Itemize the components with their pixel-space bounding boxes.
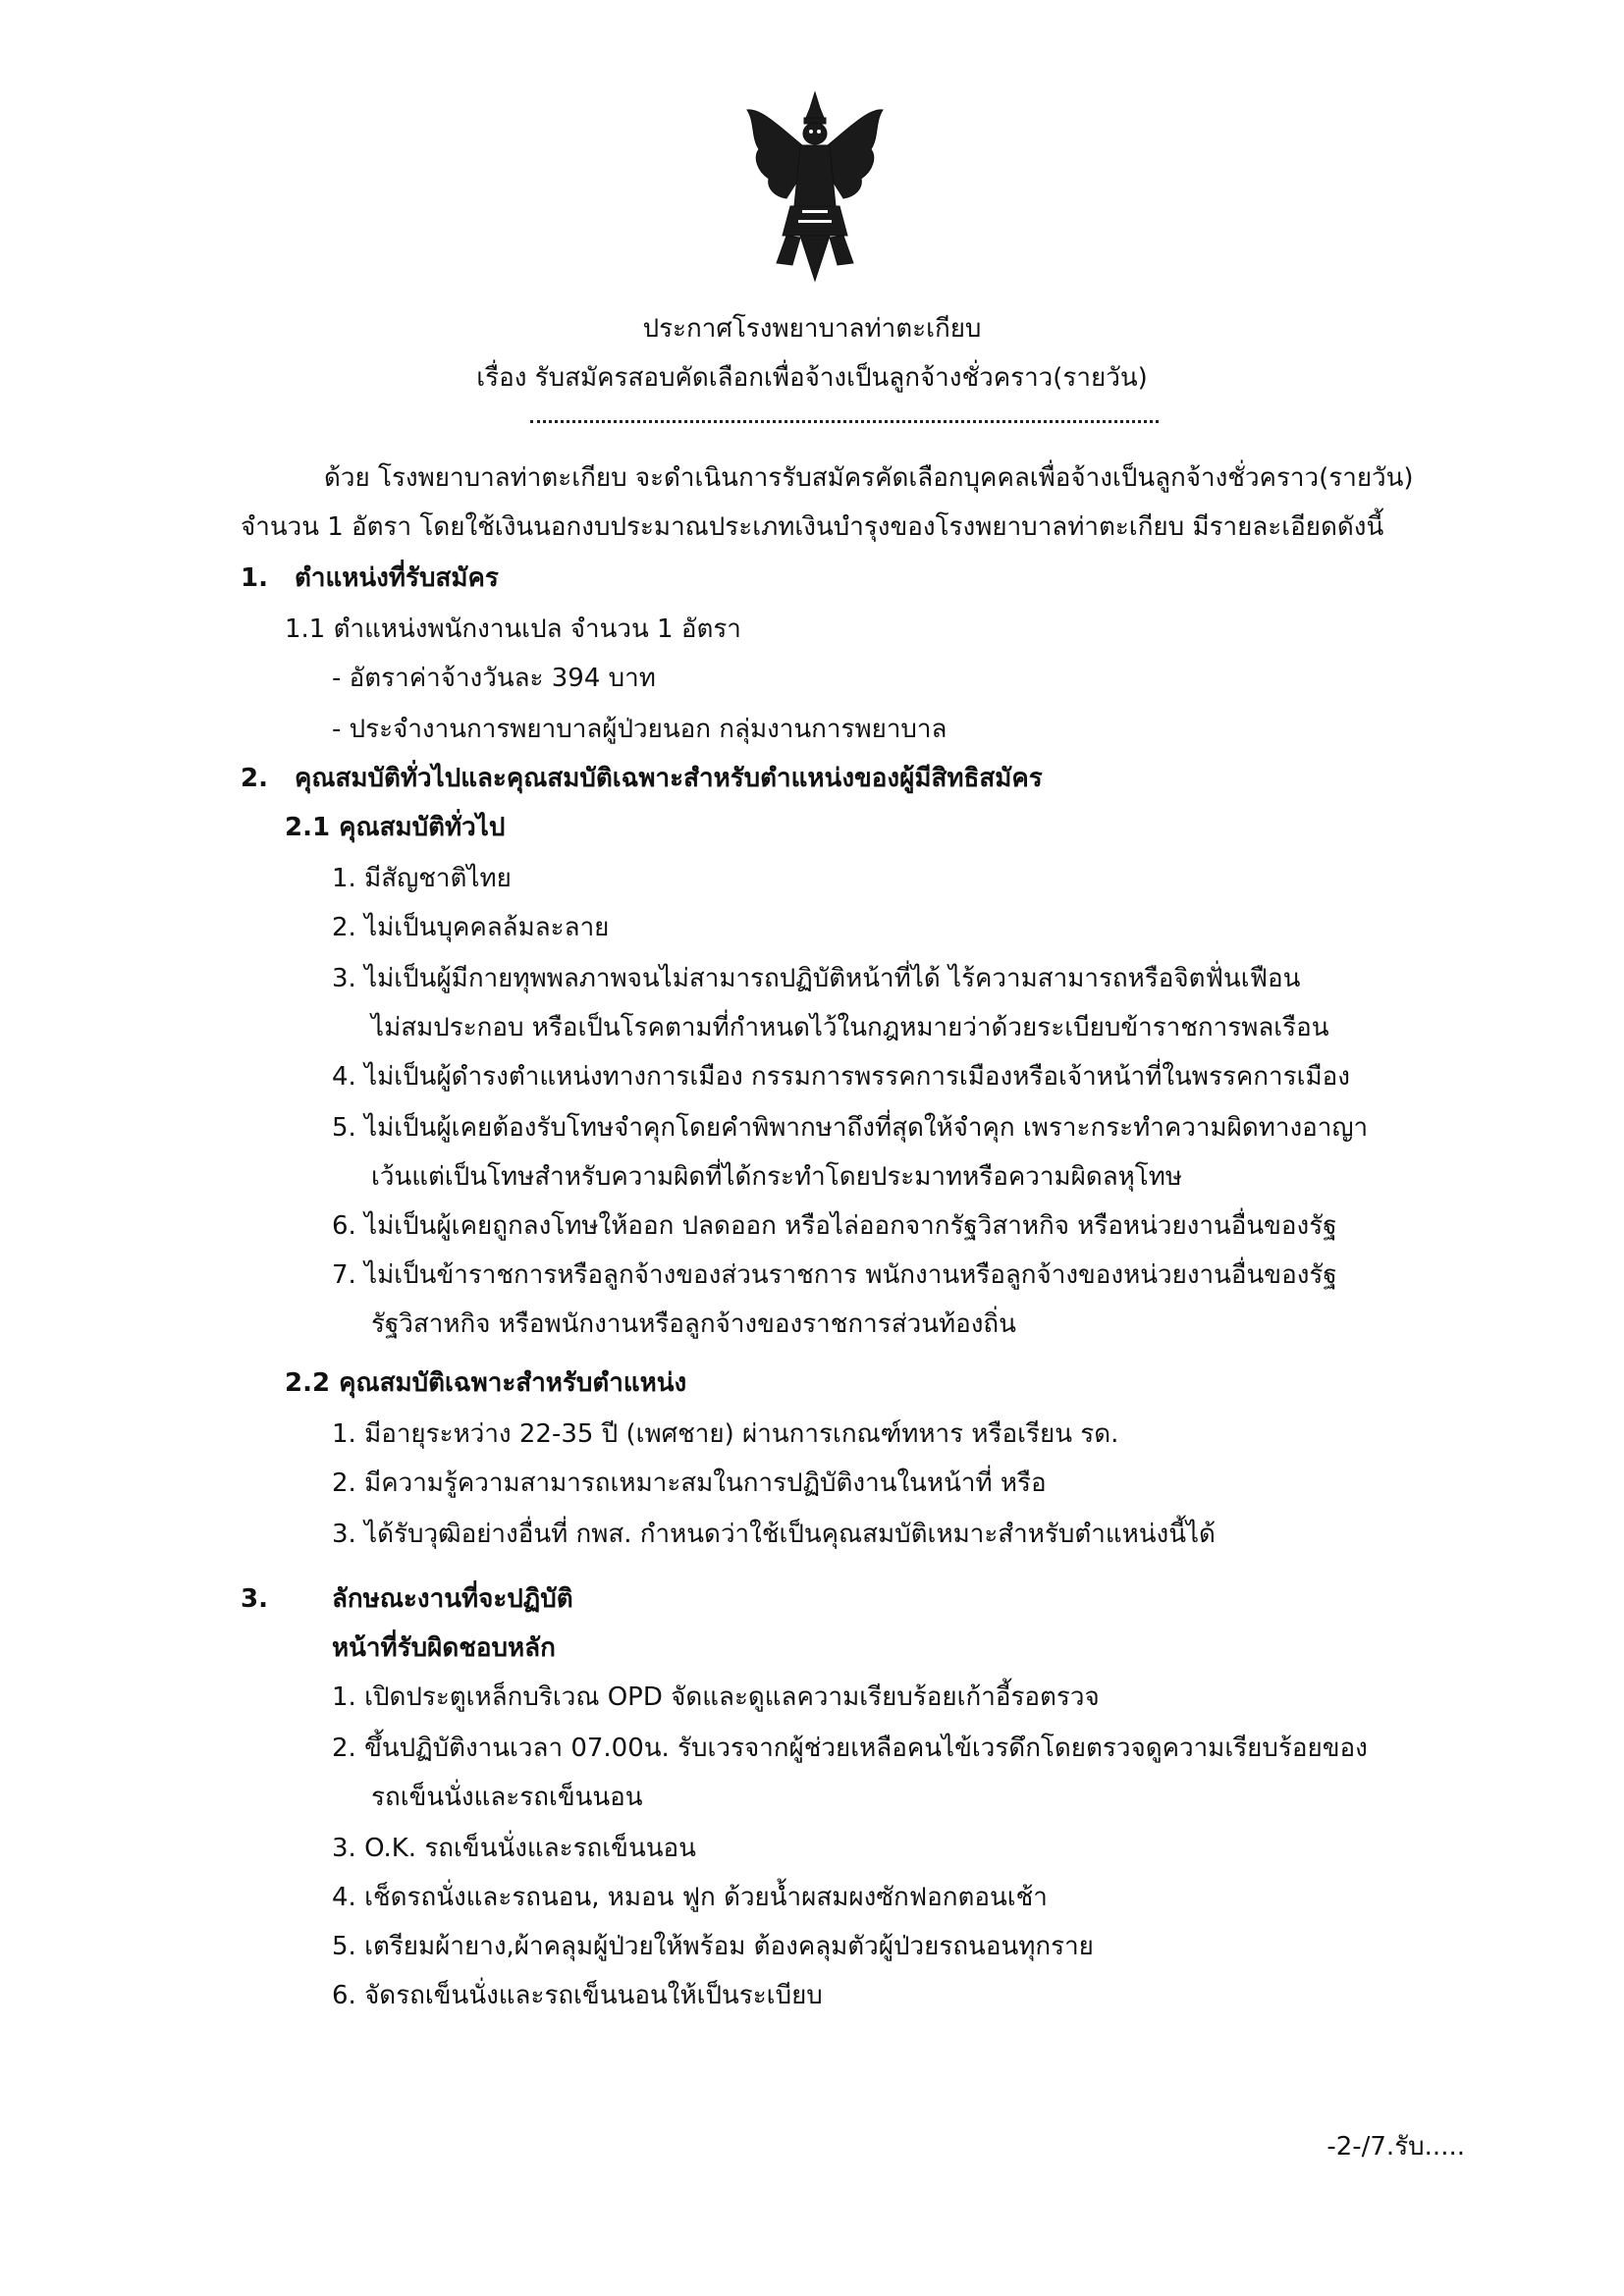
list-item-continuation: รถเข็นนั่งและรถเข็นนอน <box>371 1783 643 1812</box>
list-item: 5. เตรียมผ้ายาง,ผ้าคลุมผู้ป่วยให้พร้อม ต้องคลุมตัวผู้ป่วยรถนอนทุกราย <box>332 1932 1094 1961</box>
page-continuation-marker: -2-/7.รับ..... <box>1326 2132 1465 2162</box>
list-item: 3. ไม่เป็นผู้มีกายทุพพลภาพจนไม่สามารถปฏิบัติหน้าที่ได้ ไร้ความสามารถหรือจิตฟั่นเฟือน <box>332 964 1301 993</box>
list-item: 1. เปิดประตูเหล็กบริเวณ OPD จัดและดูแลความเรียบร้อยเก้าอี้รอตรวจ <box>332 1682 1100 1712</box>
subsection-heading: 2.1 คุณสมบัติทั่วไป <box>285 813 506 842</box>
list-item: 6. ไม่เป็นผู้เคยถูกลงโทษให้ออก ปลดออก หรือไล่ออกจากรัฐวิสาหกิจ หรือหน่วยงานอื่นของรัฐ <box>332 1211 1337 1241</box>
list-item: 4. เช็ดรถนั่งและรถนอน, หมอน ฟูก ด้วยน้ำผสมผงซักฟอกตอนเช้า <box>332 1883 1048 1912</box>
section-number: 3. <box>241 1584 268 1614</box>
announcement-title: ประกาศโรงพยาบาลท่าตะเกียบ <box>642 314 982 344</box>
announcement-subject: เรื่อง รับสมัครสอบคัดเลือกเพื่อจ้างเป็นลูกจ้างชั่วคราว(รายวัน) <box>476 363 1148 393</box>
list-item: 4. ไม่เป็นผู้ดำรงตำแหน่งทางการเมือง กรรมการพรรคการเมืองหรือเจ้าหน้าที่ในพรรคการเมือง <box>332 1062 1350 1092</box>
subsection-heading: หน้าที่รับผิดชอบหลัก <box>332 1633 556 1663</box>
list-item: 1. มีสัญชาติไทย <box>332 864 512 893</box>
list-item: 2. มีความรู้ความสามารถเหมาะสมในการปฏิบัติงานในหน้าที่ หรือ <box>332 1468 1047 1498</box>
list-item: 2. ขึ้นปฏิบัติงานเวลา 07.00น. รับเวรจากผู้ช่วยเหลือคนไข้เวรดึกโดยตรวจดูความเรียบร้อยของ <box>332 1734 1368 1763</box>
list-item: 3. O.K. รถเข็นนั่งและรถเข็นนอน <box>332 1834 696 1863</box>
list-item: 3. ได้รับวุฒิอย่างอื่นที่ กพส. กำหนดว่าใช้เป็นคุณสมบัติเหมาะสำหรับตำแหน่งนี้ได้ <box>332 1520 1216 1549</box>
garuda-emblem-icon <box>741 88 889 285</box>
list-item: 7. ไม่เป็นข้าราชการหรือลูกจ้างของส่วนราชการ พนักงานหรือลูกจ้างของหน่วยงานอื่นของรัฐ <box>332 1260 1337 1290</box>
list-item: 5. ไม่เป็นผู้เคยต้องรับโทษจำคุกโดยคำพิพากษาถึงที่สุดให้จำคุก เพราะกระทำความผิดทางอาญา <box>332 1113 1369 1143</box>
list-item: 2. ไม่เป็นบุคคลล้มละลาย <box>332 913 610 942</box>
list-item-continuation: ไม่สมประกอบ หรือเป็นโรคตามที่กำหนดไว้ในกฎหมายว่าด้วยระเบียบข้าราชการพลเรือน <box>371 1013 1329 1042</box>
section-number: 2. <box>241 764 268 793</box>
section-number: 1. <box>241 563 268 593</box>
assignment-line: - ประจำงานการพยาบาลผู้ป่วยนอก กลุ่มงานการพยาบาล <box>332 715 947 744</box>
section-heading: คุณสมบัติทั่วไปและคุณสมบัติเฉพาะสำหรับตำแหน่งของผู้มีสิทธิสมัคร <box>295 764 1043 793</box>
position-line: 1.1 ตำแหน่งพนักงานเปล จำนวน 1 อัตรา <box>285 614 741 644</box>
section-heading: ตำแหน่งที่รับสมัคร <box>295 563 499 593</box>
list-item-continuation: รัฐวิสาหกิจ หรือพนักงานหรือลูกจ้างของราชการส่วนท้องถิ่น <box>371 1309 1016 1339</box>
intro-line: ด้วย โรงพยาบาลท่าตะเกียบ จะดำเนินการรับสมัครคัดเลือกบุคคลเพื่อจ้างเป็นลูกจ้างชั่วคราว(รายวัน) <box>324 463 1414 493</box>
dotted-divider <box>530 420 1159 423</box>
section-heading: ลักษณะงานที่จะปฏิบัติ <box>332 1584 573 1614</box>
list-item: 1. มีอายุระหว่าง 22-35 ปี (เพศชาย) ผ่านการเกณฑ์ทหาร หรือเรียน รด. <box>332 1419 1119 1449</box>
list-item-continuation: เว้นแต่เป็นโทษสำหรับความผิดที่ได้กระทำโดยประมาทหรือความผิดลหุโทษ <box>371 1162 1183 1192</box>
subsection-heading: 2.2 คุณสมบัติเฉพาะสำหรับตำแหน่ง <box>285 1368 687 1398</box>
wage-line: - อัตราค่าจ้างวันละ 394 บาท <box>332 664 656 693</box>
intro-line: จำนวน 1 อัตรา โดยใช้เงินนอกงบประมาณประเภทเงินบำรุงของโรงพยาบาลท่าตะเกียบ มีรายละเอียดดังนี้ <box>241 512 1384 542</box>
list-item: 6. จัดรถเข็นนั่งและรถเข็นนอนให้เป็นระเบียบ <box>332 1981 823 2010</box>
